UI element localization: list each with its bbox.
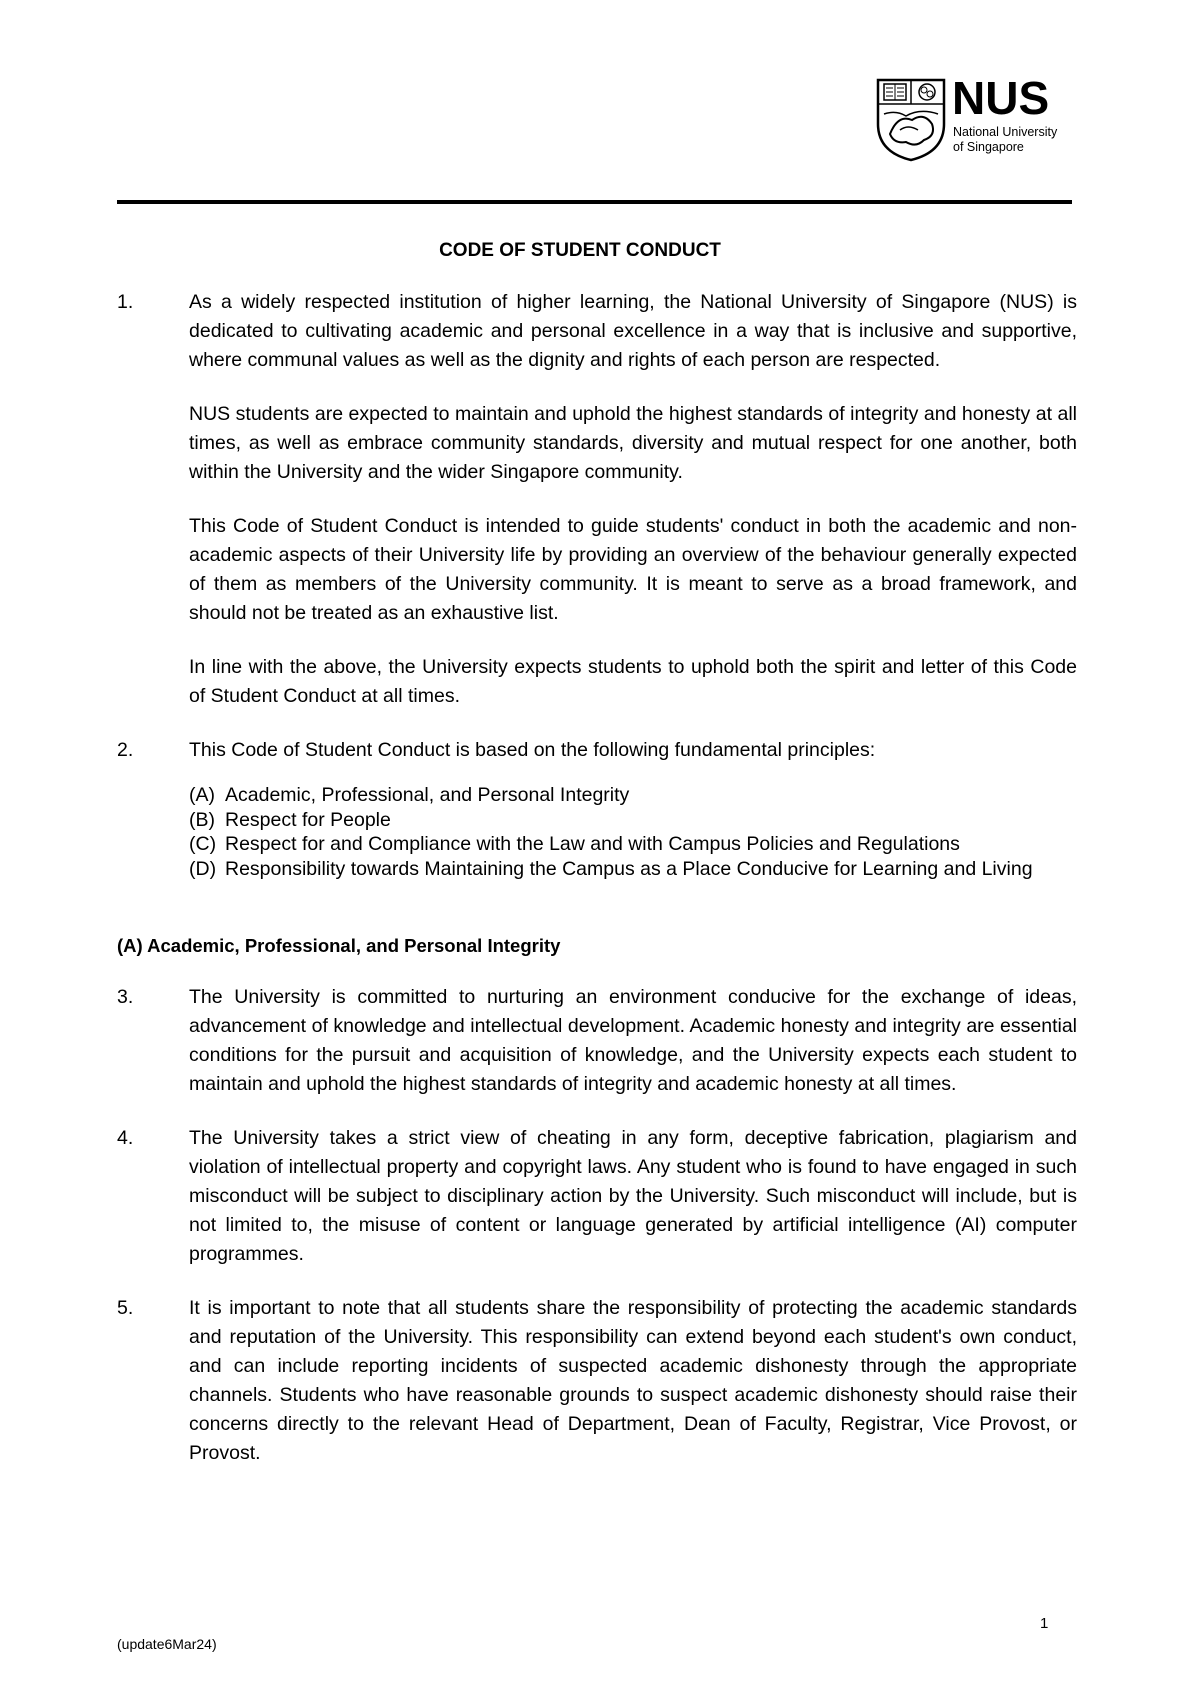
section-number: 1. — [117, 291, 134, 313]
list-item — [189, 808, 1077, 833]
list-item — [189, 832, 1077, 857]
logo-line-2: of Singapore — [953, 140, 1024, 154]
nus-logo — [876, 74, 1076, 164]
paragraph: This Code of Student Conduct is intended to guide students' conduct in both the academic and non-academic aspects of their University life by providing an overview of the behaviour generally expected of them as members of the University community. It is meant to serve as a broad framework, and should not be treated as an exhaustive list. — [189, 515, 1077, 624]
document-body — [117, 288, 1077, 1468]
header-rule — [117, 200, 1072, 204]
list-item — [189, 857, 1077, 882]
paragraph: In line with the above, the University expects students to uphold both the spirit and letter of this Code of Student Conduct at all times. — [189, 656, 1077, 707]
principles-list — [189, 783, 1077, 881]
paragraph: The University takes a strict view of cheating in any form, deceptive fabrication, plagiarism and violation of intellectual property and copyright laws. Any student who is found to have engaged in such misconduct will be subject to disciplinary action by the University. Such misconduct will include, but is not limited to, the misuse of content or language generated by artificial intelligence (AI) computer programmes. — [189, 1127, 1077, 1265]
paragraph: NUS students are expected to maintain and uphold the highest standards of integrity and honesty at all times, as well as embrace community standards, diversity and mutual respect for one another, both within the University and the wider Singapore community. — [189, 403, 1077, 483]
section-number: 4. — [117, 1127, 134, 1149]
paragraph: The University is committed to nurturing an environment conducive for the exchange of ideas, advancement of knowledge and intellectual development. Academic honesty and integrity are essential conditions for the pursuit and acquisition of knowledge, and the University expects each student to maintain and uphold the highest standards of integrity and academic honesty at all times. — [189, 986, 1077, 1095]
list-item-label: (D) — [189, 857, 217, 880]
paragraph: As a widely respected institution of higher learning, the National University of Singapore (NUS) is dedicated to cultivating academic and personal excellence in a way that is inclusive and supportive, where communal values as well as the dignity and rights of each person are respected. — [189, 291, 1077, 371]
list-item-label: (A) — [189, 784, 215, 806]
list-item-text: Respect for and Compliance with the Law and with Campus Policies and Regulations — [225, 833, 960, 855]
nus-crest-icon — [876, 74, 1076, 164]
list-item-label: (B) — [189, 808, 215, 831]
logo-line-1: National University — [953, 125, 1058, 139]
paragraph: This Code of Student Conduct is based on the following fundamental principles: — [189, 739, 876, 761]
page-number: 1 — [1040, 1615, 1049, 1632]
list-item-text: Academic, Professional, and Personal Integrity — [225, 784, 630, 806]
list-item-text: Responsibility towards Maintaining the Campus as a Place Conducive for Learning and Living — [225, 857, 1033, 880]
section-5 — [117, 1294, 1077, 1468]
paragraph: It is important to note that all students share the responsibility of protecting the academic standards and reputation of the University. This responsibility can extend beyond each student's own conduct, and can include reporting incidents of suspected academic dishonesty through the appropriate channels. Students who have reasonable grounds to suspect academic dishonesty should raise their concerns directly to the relevant Head of Department, Dean of Faculty, Registrar, Vice Provost, or Provost. — [189, 1297, 1077, 1464]
section-number: 5. — [117, 1297, 134, 1319]
section-number: 3. — [117, 986, 134, 1008]
document-title: CODE OF STUDENT CONDUCT — [439, 240, 721, 261]
section-4 — [117, 1124, 1077, 1269]
section-1 — [117, 288, 1077, 736]
section-heading-a: (A) Academic, Professional, and Personal Integrity — [117, 935, 561, 956]
section-2 — [117, 736, 1077, 931]
footer-note: (update6Mar24) — [117, 1636, 217, 1652]
section-3 — [117, 983, 1077, 1099]
list-item-text: Respect for People — [225, 808, 391, 831]
list-item — [189, 783, 1077, 808]
nus-wordmark: NUS — [952, 74, 1050, 124]
section-number: 2. — [117, 739, 134, 761]
list-item-label: (C) — [189, 833, 217, 855]
